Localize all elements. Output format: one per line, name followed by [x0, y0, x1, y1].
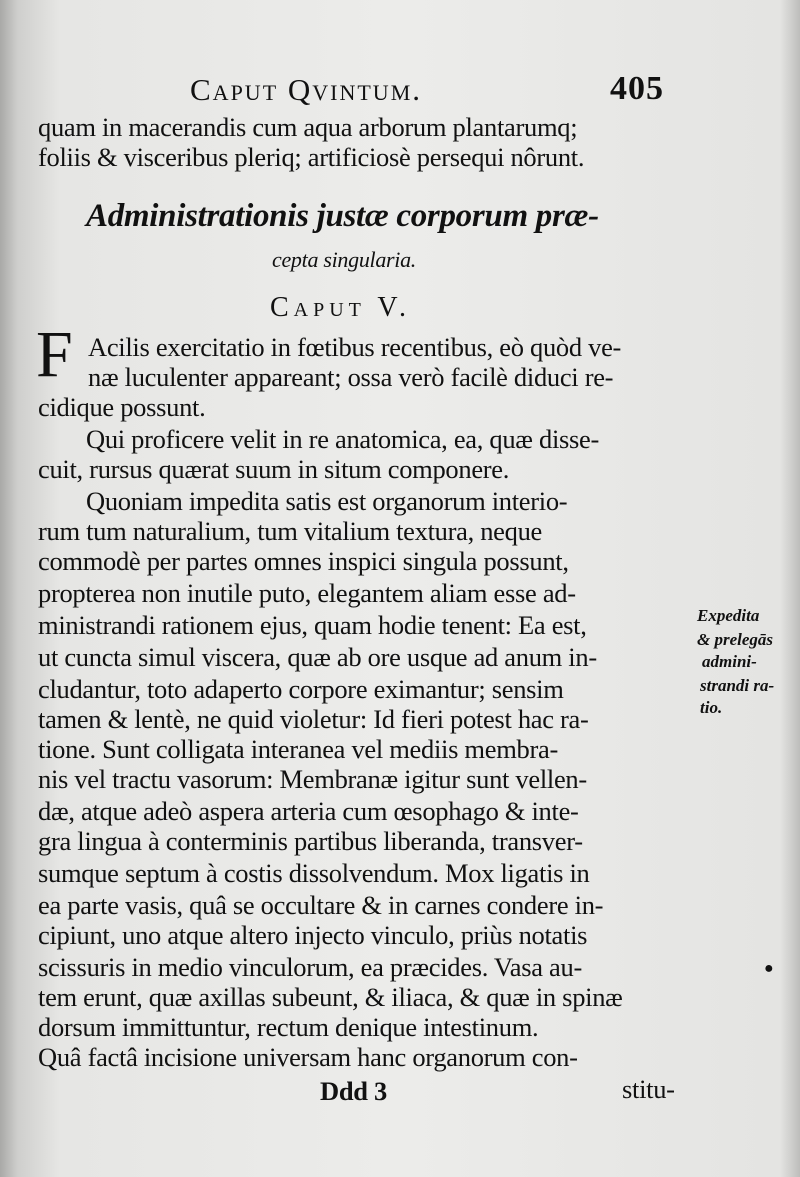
body-line: cipiunt, uno atque altero injecto vinculo, priùs notatis: [38, 920, 588, 950]
body-line: rum tum naturalium, tum vitalium textura, neque: [38, 516, 543, 546]
body-line: cludantur, toto adaperto corpore eximantur; sensim: [38, 674, 564, 704]
signature-mark: Ddd 3: [320, 1076, 387, 1106]
body-line: commodè per partes omnes inspici singula possunt,: [38, 546, 569, 576]
margin-note-line: Expedita: [697, 606, 760, 625]
body-line: scissuris in medio vinculorum, ea præcides. Vasa au-: [38, 952, 582, 982]
page-number: 405: [610, 70, 664, 107]
body-line: tione. Sunt colligata interanea vel mediis membra-: [38, 734, 558, 764]
ink-mark-icon: ●: [764, 960, 774, 977]
body-line: cuit, rursus quærat suum in situm componere.: [38, 454, 510, 484]
drop-capital: F: [36, 318, 73, 391]
body-line: ea parte vasis, quâ se occultare & in carnes condere in-: [38, 890, 604, 920]
catchword: stitu-: [622, 1074, 675, 1104]
body-line: gra lingua à conterminis partibus liberanda, transver-: [38, 826, 583, 856]
body-line: dæ, atque adeò aspera arteria cum œsophago & inte-: [38, 796, 579, 826]
margin-note-line: admini-: [702, 652, 757, 671]
chapter-heading: Caput V.: [270, 292, 412, 323]
margin-note-line: & prelegās: [697, 630, 774, 649]
section-title-line2: cepta singularia.: [272, 247, 417, 272]
body-line: tem erunt, quæ axillas subeunt, & iliaca, & quæ in spinæ: [38, 982, 623, 1012]
body-line: sumque septum à costis dissolvendum. Mox ligatis in: [38, 858, 590, 888]
margin-note-line: tio.: [700, 698, 723, 717]
body-line: Qui proficere velit in re anatomica, ea, quæ disse-: [86, 424, 600, 454]
intro-line: quam in macerandis cum aqua arborum plantarumq;: [38, 112, 578, 142]
paragraph-line: cidique possunt.: [38, 392, 206, 422]
body-line: ut cuncta simul viscera, quæ ab ore usque ad anum in-: [38, 642, 597, 672]
body-line: tamen & lentè, ne quid violetur: Id fieri potest hac ra-: [38, 704, 589, 734]
body-line: ministrandi rationem ejus, quam hodie tenent: Ea est,: [38, 610, 587, 640]
body-line: Quoniam impedita satis est organorum interio-: [86, 486, 568, 516]
margin-note-line: strandi ra-: [700, 676, 775, 695]
body-line: propterea non inutile puto, elegantem aliam esse ad-: [38, 578, 576, 608]
body-line: dorsum immittuntur, rectum denique intestinum.: [38, 1012, 539, 1042]
intro-line: foliis & visceribus pleriq; artificiosè persequi nôrunt.: [38, 142, 585, 172]
paragraph-line: næ luculenter appareant; ossa verò facilè diduci re-: [88, 362, 614, 392]
body-line: Quâ factâ incisione universam hanc organorum con-: [38, 1042, 578, 1072]
paragraph-line: Acilis exercitatio in fœtibus recentibus, eò quòd ve-: [88, 332, 622, 362]
section-title-line1: Administrationis justæ corporum præ-: [86, 198, 599, 234]
running-title: Caput Qvintum.: [190, 72, 423, 107]
body-line: nis vel tractu vasorum: Membranæ igitur sunt vellen-: [38, 764, 587, 794]
